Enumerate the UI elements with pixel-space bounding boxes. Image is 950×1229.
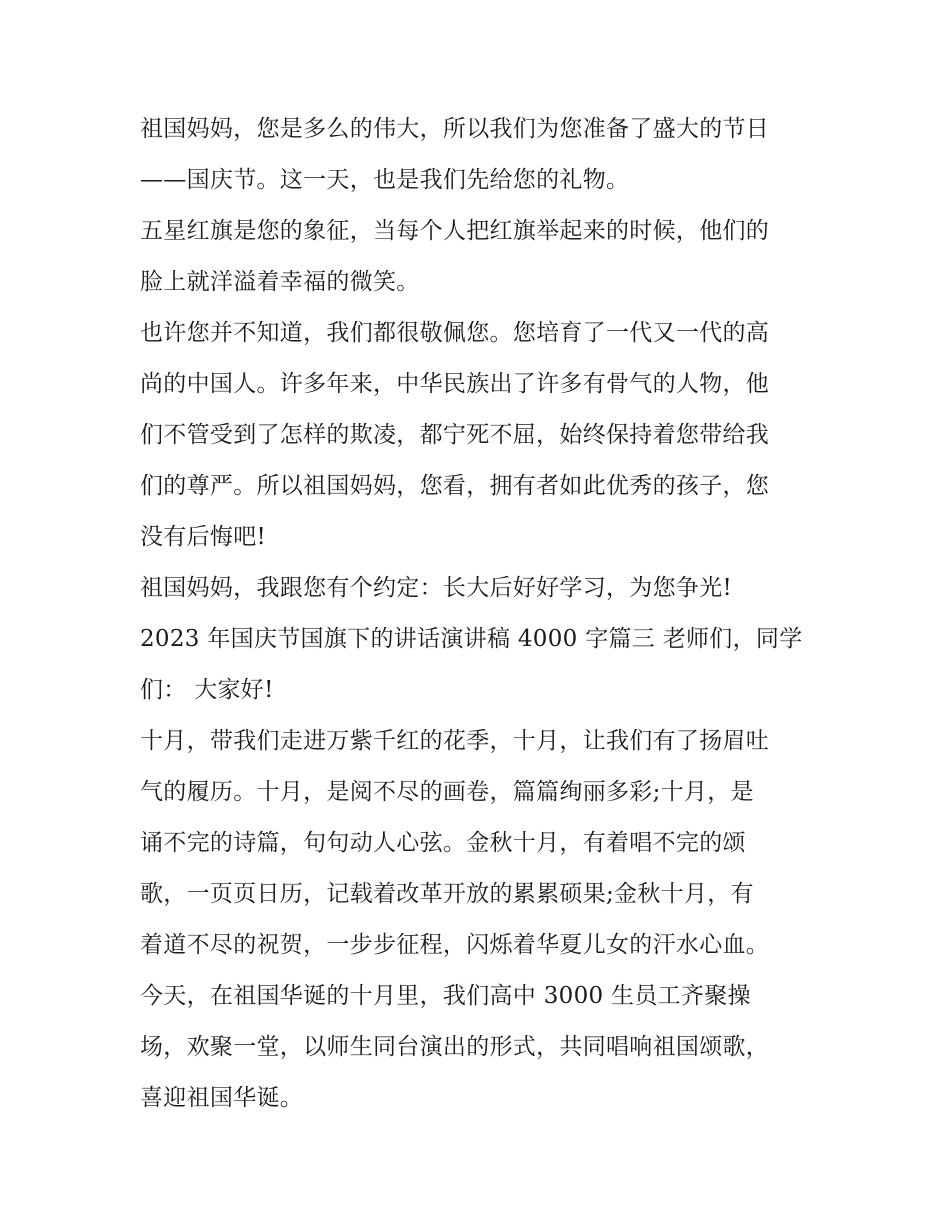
text-line: 歌，一页页日历，记载着改革开放的累累硕果;金秋十月，有 — [140, 881, 754, 907]
text-line: 祖国妈妈，我跟您有个约定：长大后好好学习，为您争光! — [140, 575, 733, 601]
text-line: 喜迎祖国华诞。 — [140, 1085, 304, 1111]
text-line: 没有后悔吧! — [140, 524, 267, 550]
text-line: 今天，在祖国华诞的十月里，我们高中 3000 生员工齐聚操 — [140, 983, 751, 1009]
text-line: 们不管受到了怎样的欺凌，都宁死不屈，始终保持着您带给我 — [140, 422, 770, 448]
text-line: 诵不完的诗篇，句句动人心弦。金秋十月，有着唱不完的颂 — [140, 830, 746, 856]
document-body — [140, 104, 820, 1124]
text-line: 也许您并不知道，我们都很敬佩您。您培育了一代又一代的高 — [140, 320, 770, 346]
text-line: 尚的中国人。许多年来，中华民族出了许多有骨气的人物，他 — [140, 371, 770, 397]
text-line: 着道不尽的祝贺，一步步征程，闪烁着华夏儿女的汗水心血。 — [140, 932, 770, 958]
section-heading-line: 2023 年国庆节国旗下的讲话演讲稿 4000 字篇三 老师们，同学 — [140, 626, 803, 652]
text-line: 气的履历。十月，是阅不尽的画卷，篇篇绚丽多彩;十月，是 — [140, 779, 754, 805]
text-line: 十月，带我们走进万紫千红的花季，十月，让我们有了扬眉吐 — [140, 728, 770, 754]
text-line: 们： 大家好! — [140, 677, 274, 703]
text-line: 祖国妈妈，您是多么的伟大，所以我们为您准备了盛大的节日 — [140, 116, 770, 142]
text-line: 五星红旗是您的象征，当每个人把红旗举起来的时候，他们的 — [140, 218, 770, 244]
text-line: ——国庆节。这一天，也是我们先给您的礼物。 — [140, 167, 630, 193]
text-line: 场，欢聚一堂，以师生同台演出的形式，共同唱响祖国颂歌， — [140, 1034, 770, 1060]
text-line: 们的尊严。所以祖国妈妈，您看，拥有者如此优秀的孩子，您 — [140, 473, 770, 499]
text-line: 脸上就洋溢着幸福的微笑。 — [140, 269, 420, 295]
